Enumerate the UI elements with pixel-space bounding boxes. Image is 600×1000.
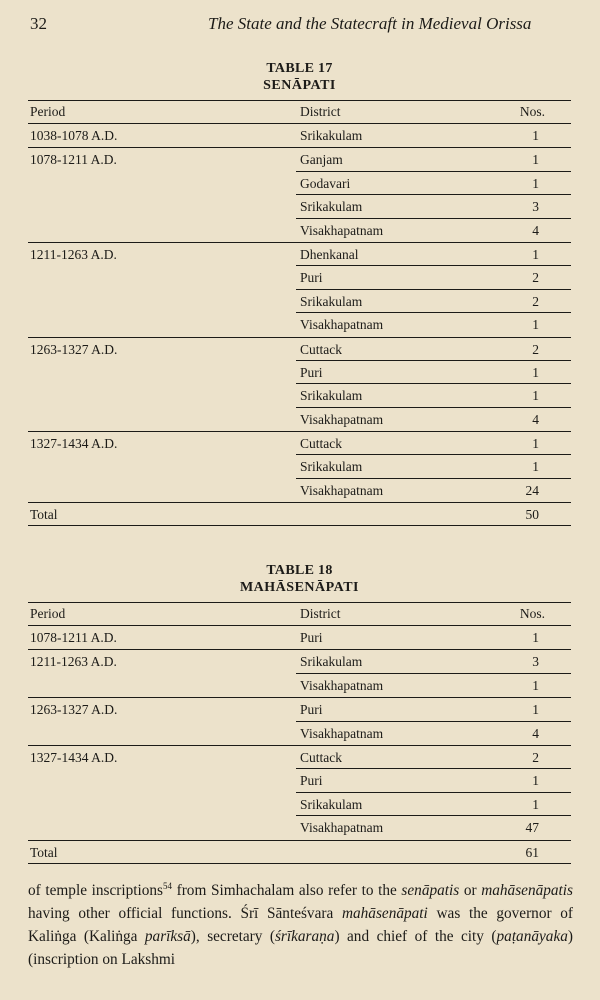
nos-cell: 1: [532, 364, 539, 380]
table-17-title: TABLE 17: [266, 61, 333, 76]
table-18-subtitle: MAHĀSENĀPATI: [239, 580, 360, 595]
table-row: [28, 769, 571, 792]
table-row: [28, 650, 571, 673]
period-cell: 1327-1434 A.D.: [30, 749, 118, 765]
table-row: [28, 148, 571, 171]
total-label: Total: [30, 844, 58, 860]
nos-cell: 1: [532, 702, 539, 718]
table-17-body: [28, 124, 571, 503]
text-segment: ) and chief of the city (: [334, 928, 497, 945]
total-value: 50: [525, 507, 539, 523]
table-row: [28, 313, 571, 337]
district-cell: Dhenkanal: [300, 246, 359, 262]
district-cell: Cuttack: [300, 749, 342, 765]
period-cell: 1211-1263 A.D.: [30, 654, 117, 670]
district-cell: Srikakulam: [300, 796, 363, 812]
nos-cell: 3: [532, 199, 539, 215]
term-mahasenapatis: mahāsenāpatis: [481, 882, 573, 899]
table-row: [28, 455, 571, 478]
table-17-total-row: [28, 503, 571, 526]
table-18-total-row: [28, 841, 571, 864]
table-row: [28, 266, 571, 289]
table-row: [28, 384, 571, 407]
district-cell: Srikakulam: [300, 654, 363, 670]
district-cell: Godavari: [300, 175, 351, 191]
nos-column-header: Nos.: [519, 104, 545, 119]
total-value: 61: [525, 844, 539, 860]
nos-cell: 4: [532, 725, 539, 741]
district-cell: Srikakulam: [300, 199, 363, 215]
district-cell: Visakhapatnam: [300, 725, 384, 741]
nos-cell: 1: [532, 175, 539, 191]
district-cell: Srikakulam: [300, 388, 363, 404]
total-label: Total: [30, 507, 58, 523]
district-cell: Cuttack: [300, 341, 342, 357]
nos-cell: 2: [532, 270, 539, 286]
nos-cell: 1: [532, 796, 539, 812]
footnote-marker: 54: [163, 880, 172, 891]
body-paragraph: [28, 879, 573, 971]
table-row: [28, 219, 571, 243]
table-row: [28, 361, 571, 384]
table-row: [28, 479, 571, 503]
term-mahasenapati: mahāsenāpati: [341, 905, 428, 922]
nos-cell: 4: [532, 222, 539, 238]
nos-cell: 24: [525, 482, 539, 498]
district-cell: Visakhapatnam: [300, 411, 384, 427]
table-row: [28, 674, 571, 698]
nos-cell: 2: [532, 293, 539, 309]
district-cell: Srikakulam: [300, 293, 363, 309]
text-segment: from Simhachalam also refer to the: [172, 882, 402, 899]
term-pariksa: parīksā: [144, 928, 191, 945]
table-row: [28, 793, 571, 816]
nos-cell: 1: [532, 773, 539, 789]
table-row: [28, 722, 571, 746]
table-row: [28, 172, 571, 195]
table-row: [28, 432, 571, 455]
district-cell: Visakhapatnam: [300, 820, 384, 836]
period-cell: 1078-1211 A.D.: [30, 630, 117, 645]
nos-cell: 47: [525, 820, 539, 836]
text-segment: ) (inscription on Lakshmi: [28, 928, 573, 968]
district-cell: Cuttack: [300, 436, 342, 452]
table-row: [28, 816, 571, 840]
table-17: [28, 60, 571, 526]
district-cell: Visakhapatnam: [300, 222, 384, 238]
table-row: [28, 290, 571, 313]
table-17-subtitle: SENĀPATI: [263, 78, 336, 93]
term-senapatis: senāpatis: [401, 882, 460, 899]
nos-cell: 1: [532, 317, 539, 333]
term-srikarana: śrīkaraṇa: [274, 928, 335, 945]
table-row: [28, 124, 571, 148]
period-column-header: Period: [30, 104, 66, 119]
nos-cell: 1: [532, 388, 539, 404]
nos-cell: 1: [532, 246, 539, 262]
text-segment: of temple inscriptions: [28, 882, 163, 899]
period-cell: 1263-1327 A.D.: [30, 702, 118, 718]
text-segment: was the governor of Kaliṅga (Kaliṅga: [28, 905, 573, 945]
table-row: [28, 338, 571, 361]
nos-cell: 1: [532, 459, 539, 475]
district-cell: Srikakulam: [300, 128, 363, 143]
nos-cell: 1: [532, 152, 539, 168]
text-segment: or: [459, 882, 482, 899]
table-row: [28, 408, 571, 432]
district-column-header: District: [300, 104, 341, 119]
district-cell: Visakhapatnam: [300, 677, 384, 693]
table-18-header: [28, 602, 571, 626]
nos-cell: 3: [532, 654, 539, 670]
table-18-title: TABLE 18: [266, 563, 333, 578]
nos-cell: 1: [532, 677, 539, 693]
nos-cell: 1: [532, 436, 539, 452]
district-cell: Puri: [300, 630, 323, 645]
district-column-header: District: [300, 606, 341, 621]
nos-cell: 1: [532, 630, 539, 645]
district-cell: Visakhapatnam: [300, 482, 384, 498]
period-cell: 1078-1211 A.D.: [30, 152, 117, 168]
table-18: [28, 562, 571, 864]
term-patanayaka: paṭanāyaka: [496, 928, 568, 945]
table-row: [28, 626, 571, 650]
nos-cell: 1: [532, 128, 539, 143]
running-title: The State and the Statecraft in Medieval Orissa: [208, 14, 532, 33]
table-row: [28, 698, 571, 721]
district-cell: Srikakulam: [300, 459, 363, 475]
table-row: [28, 195, 571, 218]
table-row: [28, 243, 571, 266]
district-cell: Puri: [300, 702, 323, 718]
table-row: [28, 746, 571, 769]
nos-cell: 2: [532, 749, 539, 765]
district-cell: Ganjam: [300, 152, 343, 168]
text-segment: ), secretary (: [190, 928, 275, 945]
period-cell: 1211-1263 A.D.: [30, 246, 117, 262]
district-cell: Puri: [300, 270, 323, 286]
table-18-body: [28, 626, 571, 841]
period-cell: 1038-1078 A.D.: [30, 128, 118, 143]
district-cell: Puri: [300, 773, 323, 789]
nos-cell: 2: [532, 341, 539, 357]
page-number: 32: [30, 14, 47, 33]
nos-column-header: Nos.: [519, 606, 545, 621]
nos-cell: 4: [532, 411, 539, 427]
district-cell: Visakhapatnam: [300, 317, 384, 333]
district-cell: Puri: [300, 364, 323, 380]
period-cell: 1263-1327 A.D.: [30, 341, 118, 357]
period-column-header: Period: [30, 606, 66, 621]
table-17-header: [28, 100, 571, 124]
text-segment: having other official functions. Śrī Sānteśvara: [28, 905, 342, 922]
period-cell: 1327-1434 A.D.: [30, 436, 118, 452]
